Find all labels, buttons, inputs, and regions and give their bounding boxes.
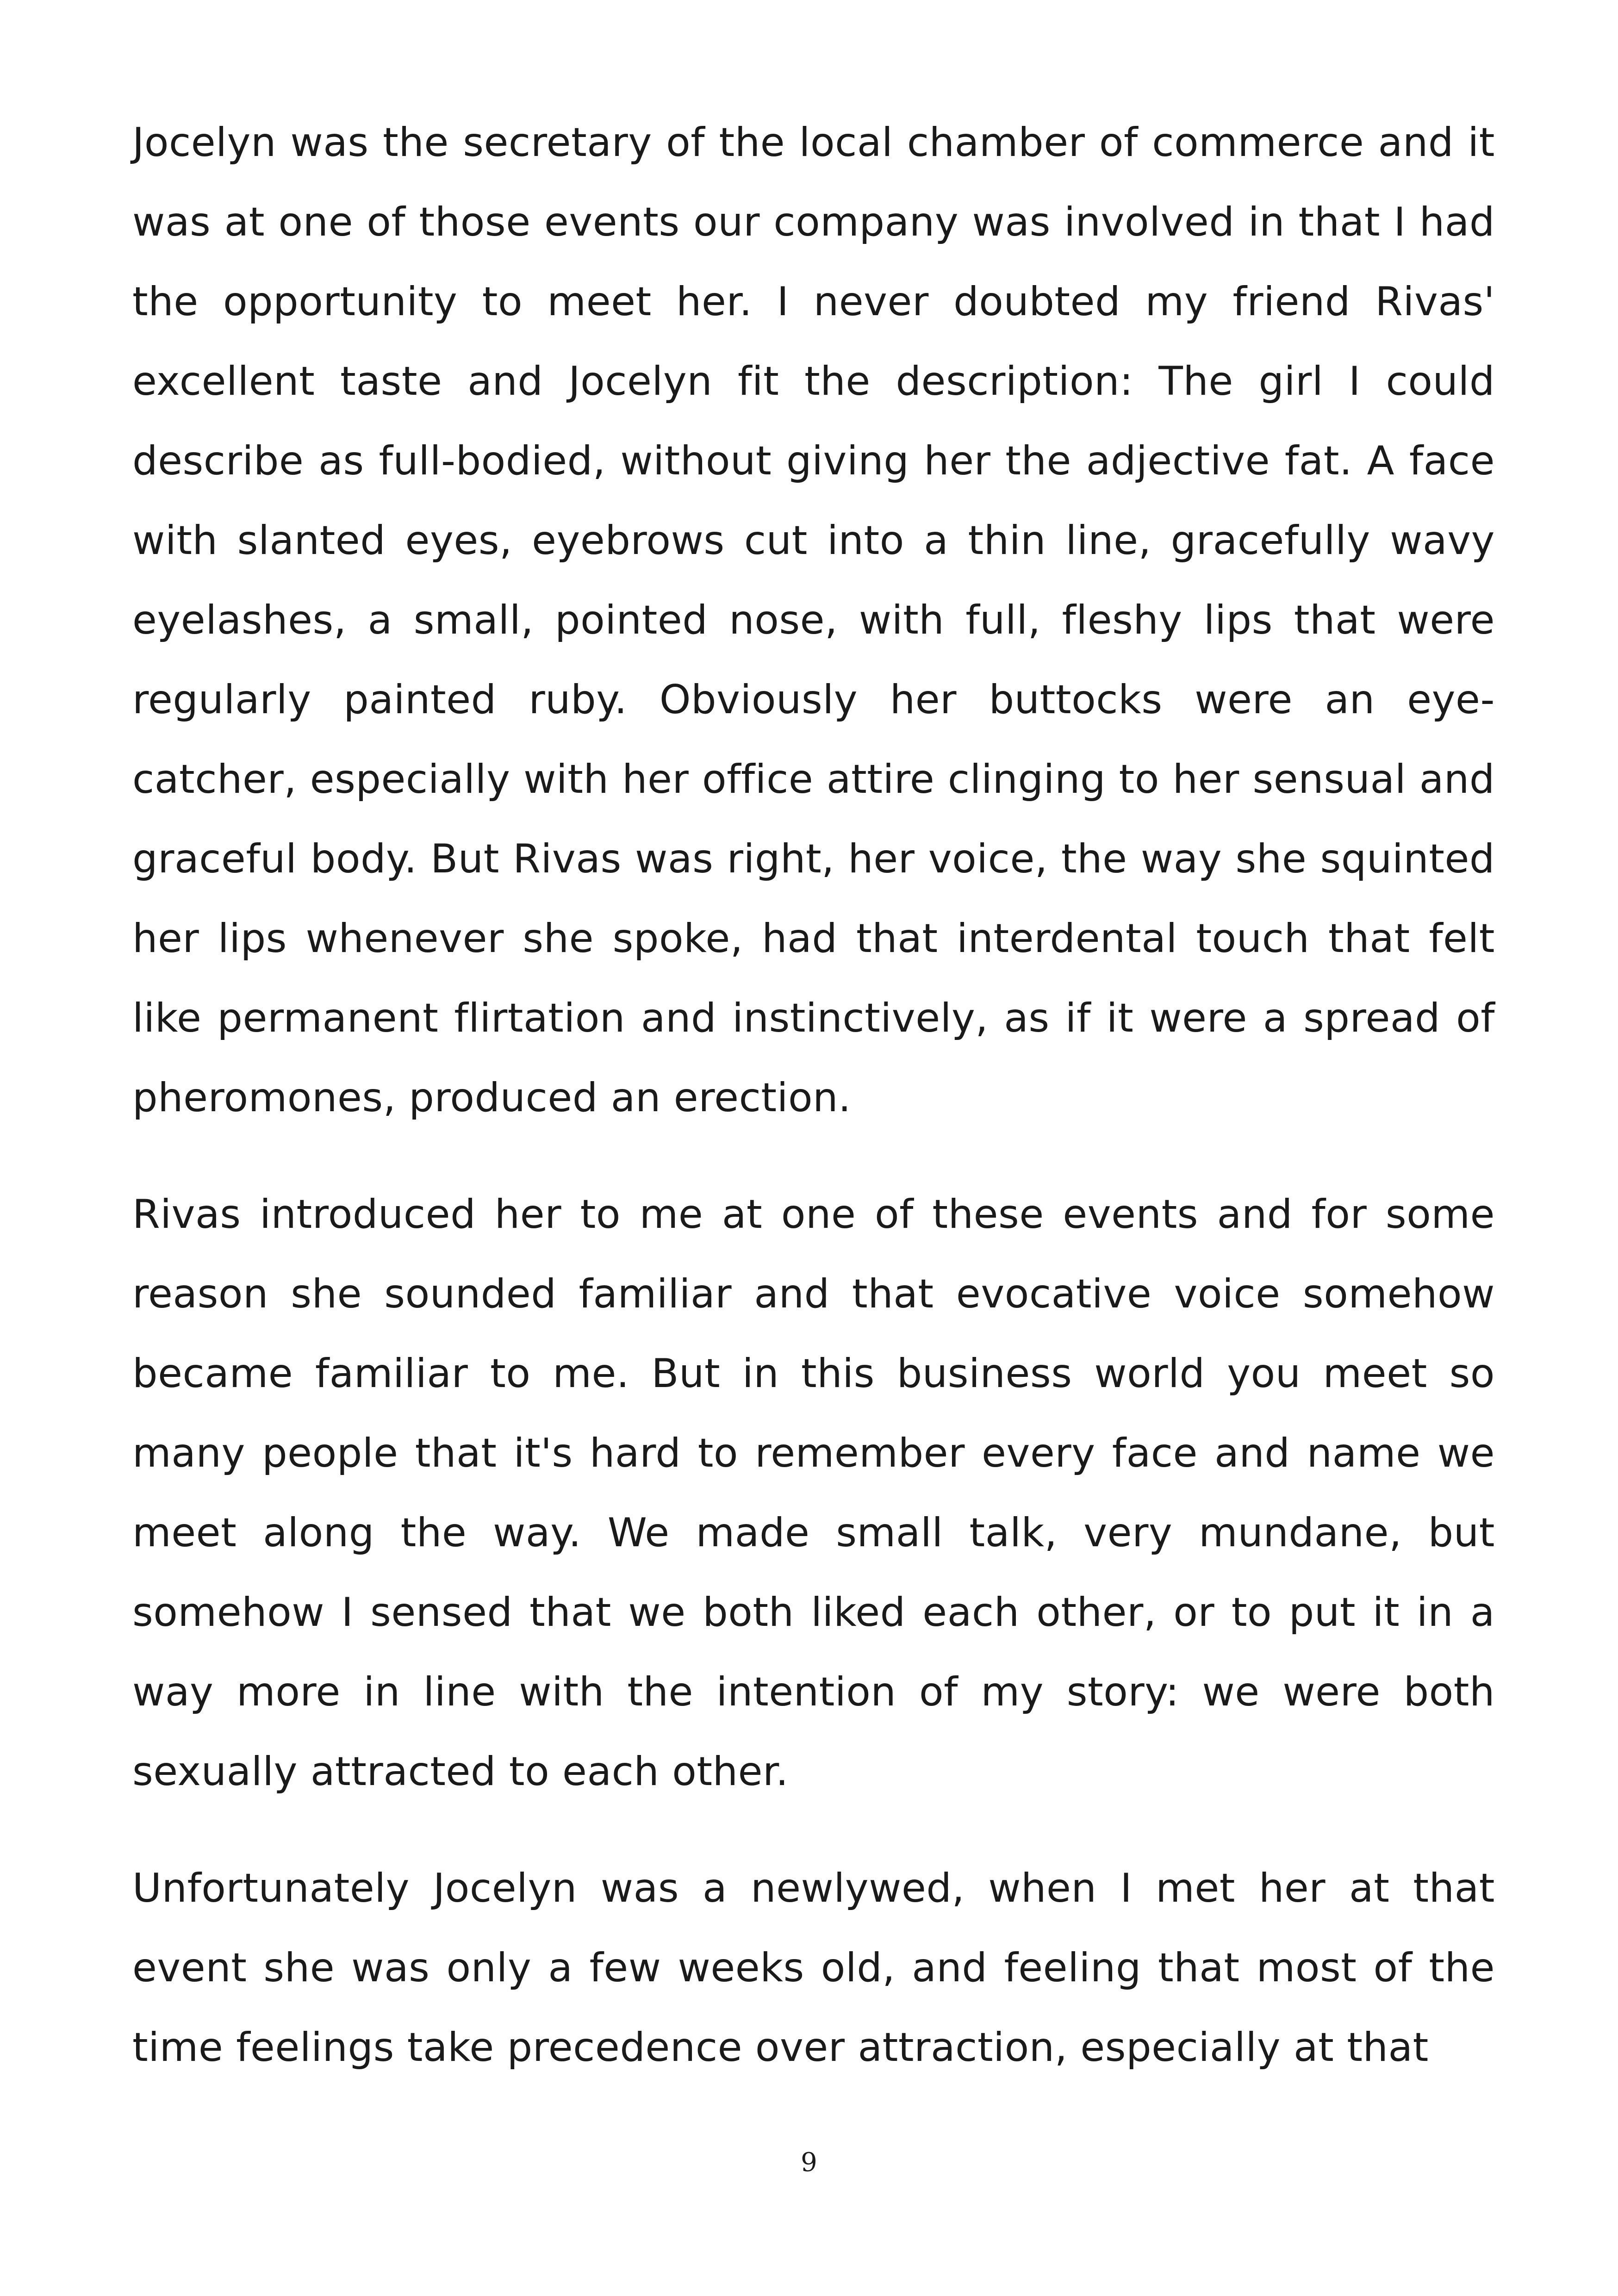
body-text	[132, 103, 1495, 2124]
paragraph-2: Rivas introduced her to me at one of these events and for some reason she sounded familiar and that evocative voice somehow became familiar to me. But in this business world you meet so many people that it's hard to remember every face and name we meet along the way. We made small talk, very mundane, but somehow I sensed that we both liked each other, or to put it in a way more in line with the intention of my story: we were both sexually attracted to each other.	[132, 1191, 1495, 1795]
paragraph-1: Jocelyn was the secretary of the local chamber of commerce and it was at one of those events our company was involved in that I had the opportunity to meet her. I never doubted my friend Rivas' excellent taste and Jocelyn fit the description: The girl I could describe as full-bodied, without giving her the adjective fat. A face with slanted eyes, eyebrows cut into a thin line, gracefully wavy eyelashes, a small, pointed nose, with full, fleshy lips that were regularly painted ruby. Obviously her buttocks were an eye-catcher, especially with her office attire clinging to her sensual and graceful body. But Rivas was right, her voice, the way she squinted her lips whenever she spoke, had that interdental touch that felt like permanent flirtation and instinctively, as if it were a spread of pheromones, produced an erection.	[132, 119, 1495, 1121]
paragraph-3: Unfortunately Jocelyn was a newlywed, when I met her at that event she was only a few weeks old, and feeling that most of the time feelings take precedence over attraction, especially at that	[132, 1865, 1495, 2071]
page-number: 9	[801, 2147, 817, 2178]
